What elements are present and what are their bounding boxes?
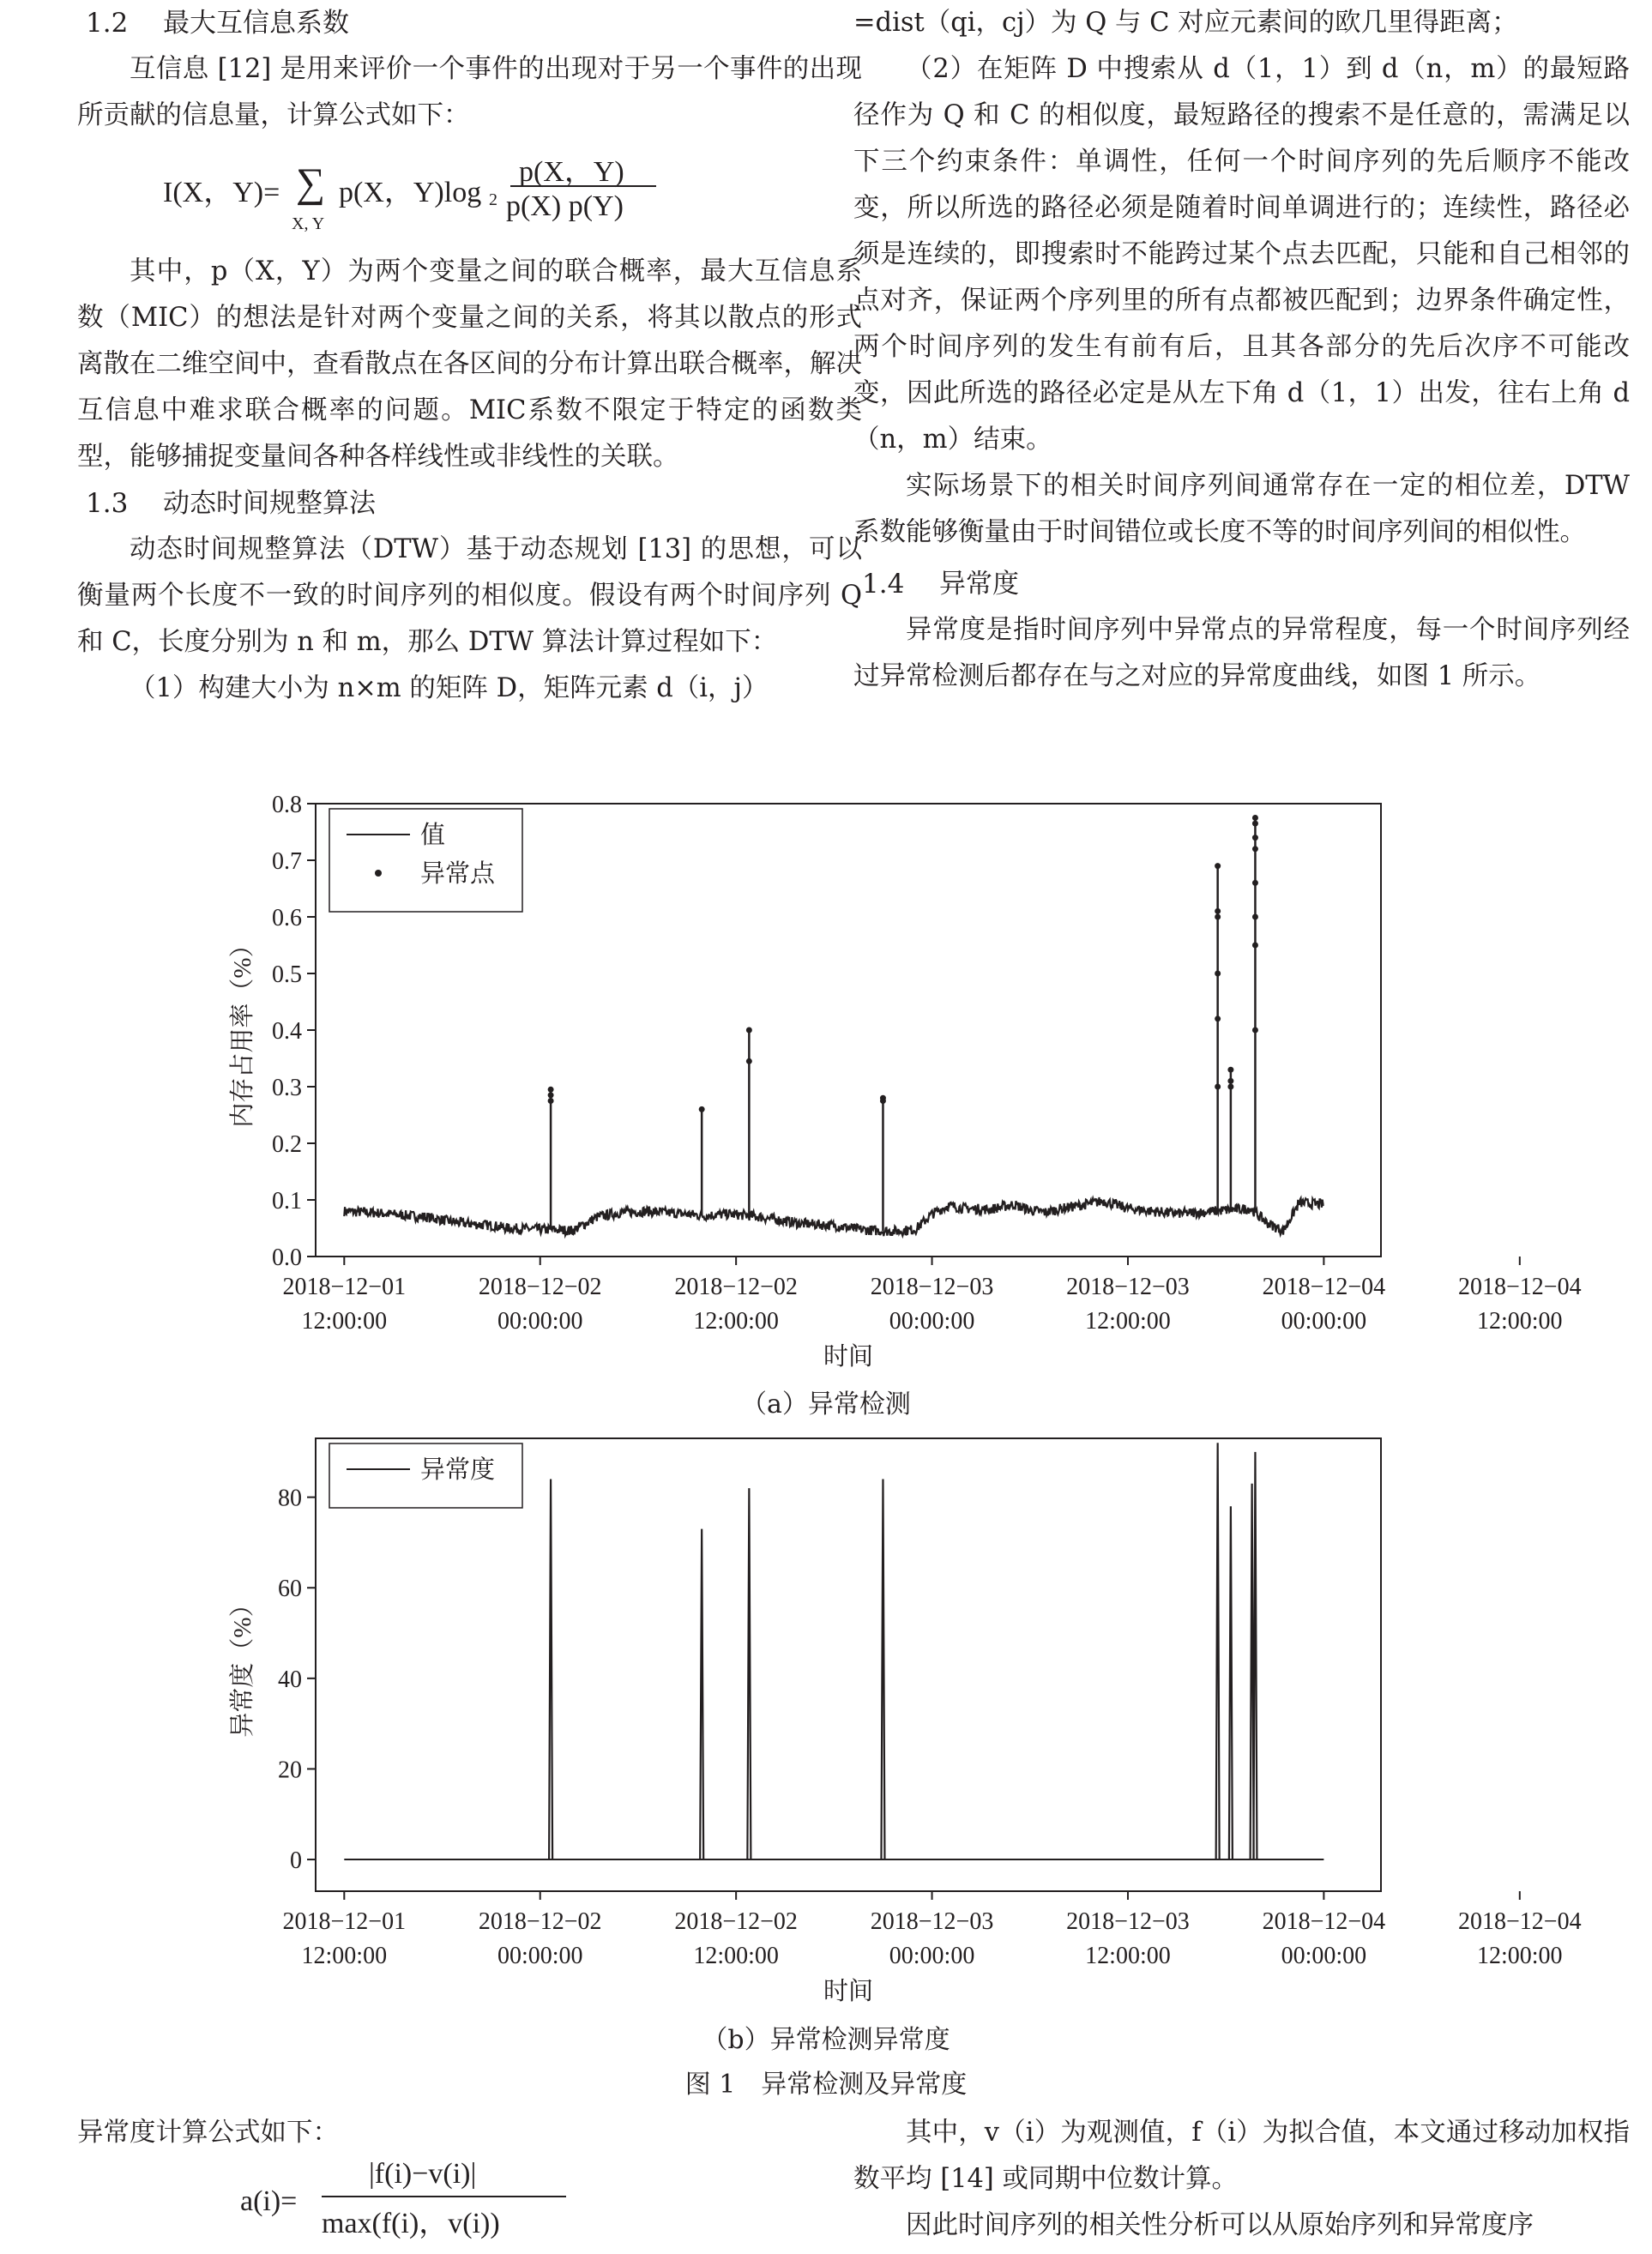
section-heading-1-3: 1.3 动态时间规整算法 [86,488,376,519]
y-tick-label: 20 [278,1757,302,1784]
paragraph: 异常度是指时间序列中异常点的异常程度，每一个时间序列经过异常检测后都存在与之对应的异常度曲线，如图 1 所示。 [853,615,1630,691]
anomaly-point [1215,914,1221,920]
anomaly-detection-chart [214,792,1582,1377]
paragraph: （1）构建大小为 n×m 的矩阵 D，矩阵元素 d（i，j） [130,673,769,703]
anomaly-score-spike [881,1480,884,1860]
anomaly-point [548,1098,554,1104]
y-tick-label: 40 [278,1666,302,1693]
anomaly-point [1252,815,1258,821]
x-tick-label: 2018−12−03 [1066,1274,1190,1300]
paragraph: 动态时间规整算法（DTW）基于动态规划 [13] 的思想，可以衡量两个长度不一致的时间序列的相似度。假设有两个时间序列 Q 和 C，长度分别为 n 和 m，那么 DTW 算法计算过程如下： [77,534,862,657]
y-tick-label: 0.5 [272,961,302,988]
legend-label: 异常点 [420,860,496,888]
anomaly-point [1227,1078,1233,1084]
figure-caption-b: （b）异常检测异常度 [702,2025,950,2055]
figure-caption-main: 图 1 异常检测及异常度 [684,2070,968,2100]
anomaly-point [1215,1016,1221,1022]
anomaly-score-spike [700,1529,703,1859]
figure-caption-a: （a）异常检测 [741,1389,911,1419]
x-tick-label: 00:00:00 [1281,1308,1367,1335]
anomaly-point [1252,880,1258,886]
y-tick-label: 0.6 [272,905,302,931]
paragraph: 其中，p（X，Y）为两个变量之间的联合概率，最大互信息系数（MIC）的想法是针对两个变量之间的关系，将其以散点的形式离散在二维空间中，查看散点在各区间的分布计算出联合概率，解决互信息中难求联合概率的问题。MIC系数不限定于特定的函数类型，能够捕捉变量间各种各样线性或非线性的关联。 [77,256,862,472]
x-tick-label: 2018−12−04 [1457,1274,1582,1300]
anomaly-point [1227,1067,1233,1073]
anomaly-score-spike [1216,1443,1220,1859]
anomaly-point [746,1058,752,1064]
y-tick-label: 0.3 [272,1075,302,1101]
anomaly-score-spike [747,1488,751,1859]
anomaly-point [1215,908,1221,914]
x-tick-label: 12:00:00 [1477,1943,1563,1969]
anomaly-point [1215,1084,1221,1090]
x-tick-label: 2018−12−04 [1262,1908,1386,1935]
bottom-left-column [77,2110,862,2251]
anomaly-point [1215,971,1221,977]
anomaly-score-formula: a(i)= |f(i)−v(i)| max(f(i)，v(i)) [77,2156,862,2251]
x-tick-label: 2018−12−03 [1066,1908,1190,1935]
x-tick-label: 12:00:00 [693,1943,779,1969]
anomaly-score-chart [214,1428,1582,2011]
y-tick-label: 0.0 [272,1245,302,1271]
anomaly-score-spike [1229,1506,1233,1859]
section-heading-1-2: 1.2 最大互信息系数 [86,8,349,39]
anomaly-point [1227,1084,1233,1090]
mutual-information-formula: I(X，Y)= ∑ X, Y p(X，Y)log 2 p(X，Y) p(X) p(Y) [77,139,862,249]
series-line-value [344,1197,1323,1236]
anomaly-point [548,1092,554,1098]
x-tick-label: 2018−12−03 [870,1908,994,1935]
x-tick-label: 12:00:00 [301,1943,388,1969]
y-tick-label: 0 [290,1847,302,1875]
paragraph: 因此时间序列的相关性分析可以从原始序列和异常度序 [906,2210,1534,2240]
x-tick-label: 2018−12−01 [282,1274,407,1300]
anomaly-point [1252,943,1258,949]
anomaly-point [1252,835,1258,841]
anomaly-point [880,1098,886,1104]
paragraph: =dist（qi，cj）为 Q 与 C 对应元素间的欧几里得距离； [853,8,1518,38]
y-axis-label: 异常度（%） [229,1592,256,1738]
x-tick-label: 2018−12−02 [674,1274,798,1300]
fraction-bar [322,2196,566,2197]
x-tick-label: 00:00:00 [889,1308,975,1335]
x-tick-label: 2018−12−04 [1262,1274,1386,1300]
y-tick-label: 0.1 [272,1188,302,1214]
x-tick-label: 2018−12−01 [282,1908,407,1935]
x-tick-label: 12:00:00 [693,1308,779,1335]
paragraph: 实际场景下的相关时间序列间通常存在一定的相位差，DTW 系数能够衡量由于时间错位或长度不等的时间序列间的相似性。 [853,471,1630,547]
anomaly-score-spike [1253,1452,1257,1859]
paragraph: 互信息 [12] 是用来评价一个事件的出现对于另一个事件的出现所贡献的信息量，计算公式如下： [77,54,862,130]
anomaly-point [1252,821,1258,827]
x-tick-label: 2018−12−02 [674,1908,798,1935]
anomaly-point [548,1087,554,1093]
paragraph: 其中，v（i）为观测值，f（i）为拟合值，本文通过移动加权指数平均 [14] 或同期中位数计算。 [853,2118,1630,2194]
x-tick-label: 2018−12−02 [478,1274,602,1300]
x-tick-label: 2018−12−04 [1457,1908,1582,1935]
y-axis-label: 内存占用率（%） [229,932,256,1128]
anomaly-point [1252,846,1258,852]
right-column [853,0,1630,700]
x-tick-label: 00:00:00 [497,1308,583,1335]
x-axis-label: 时间 [823,1343,874,1371]
paragraph: （2）在矩阵 D 中搜索从 d（1，1）到 d（n，m）的最短路径作为 Q 和 C 的相似度，最短路径的搜索不是任意的，需满足以下三个约束条件：单调性，任何一个时间序列的先后顺序不能改变，所以所选的路径必须是随着时间单调进行的；连续性，路径必须是连续的，即搜索时不能跨过某个点去匹配，只能和自己相邻的点对齐，保证两个序列里的所有点都被匹配到；边界条件确定性，两个时间序列的发生有前有后，且其各部分的先后次序不可能改变，因此所选的路径必定是从左下角 d（1，1）出发，往右上角 d（n，m）结束。 [853,54,1630,455]
legend-label: 值 [420,822,446,849]
x-tick-label: 00:00:00 [497,1943,583,1969]
y-tick-label: 0.2 [272,1131,302,1158]
bottom-right-column [853,2110,1630,2249]
x-tick-label: 12:00:00 [1085,1943,1171,1969]
y-tick-label: 0.8 [272,792,302,818]
anomaly-point [1215,863,1221,869]
x-axis-label: 时间 [823,1978,874,2005]
x-tick-label: 00:00:00 [889,1943,975,1969]
y-tick-label: 0.7 [272,848,302,875]
anomaly-score-spike [549,1480,552,1860]
x-tick-label: 12:00:00 [301,1308,388,1335]
y-tick-label: 80 [278,1485,302,1512]
legend-point-swatch [375,870,382,877]
anomaly-point [1252,1028,1258,1034]
y-tick-label: 60 [278,1576,302,1603]
y-tick-label: 0.4 [272,1018,302,1045]
left-column [77,0,862,712]
section-heading-1-4: 1.4 异常度 [862,569,1019,600]
x-tick-label: 12:00:00 [1085,1308,1171,1335]
x-tick-label: 00:00:00 [1281,1943,1367,1969]
x-tick-label: 2018−12−03 [870,1274,994,1300]
anomaly-point [1252,914,1258,920]
anomaly-point [746,1028,752,1034]
x-tick-label: 2018−12−02 [478,1908,602,1935]
paragraph: 异常度计算公式如下： [77,2118,339,2148]
legend-label: 异常度 [420,1456,496,1484]
fraction-bar [510,185,656,187]
x-tick-label: 12:00:00 [1477,1308,1563,1335]
anomaly-point [699,1106,705,1112]
